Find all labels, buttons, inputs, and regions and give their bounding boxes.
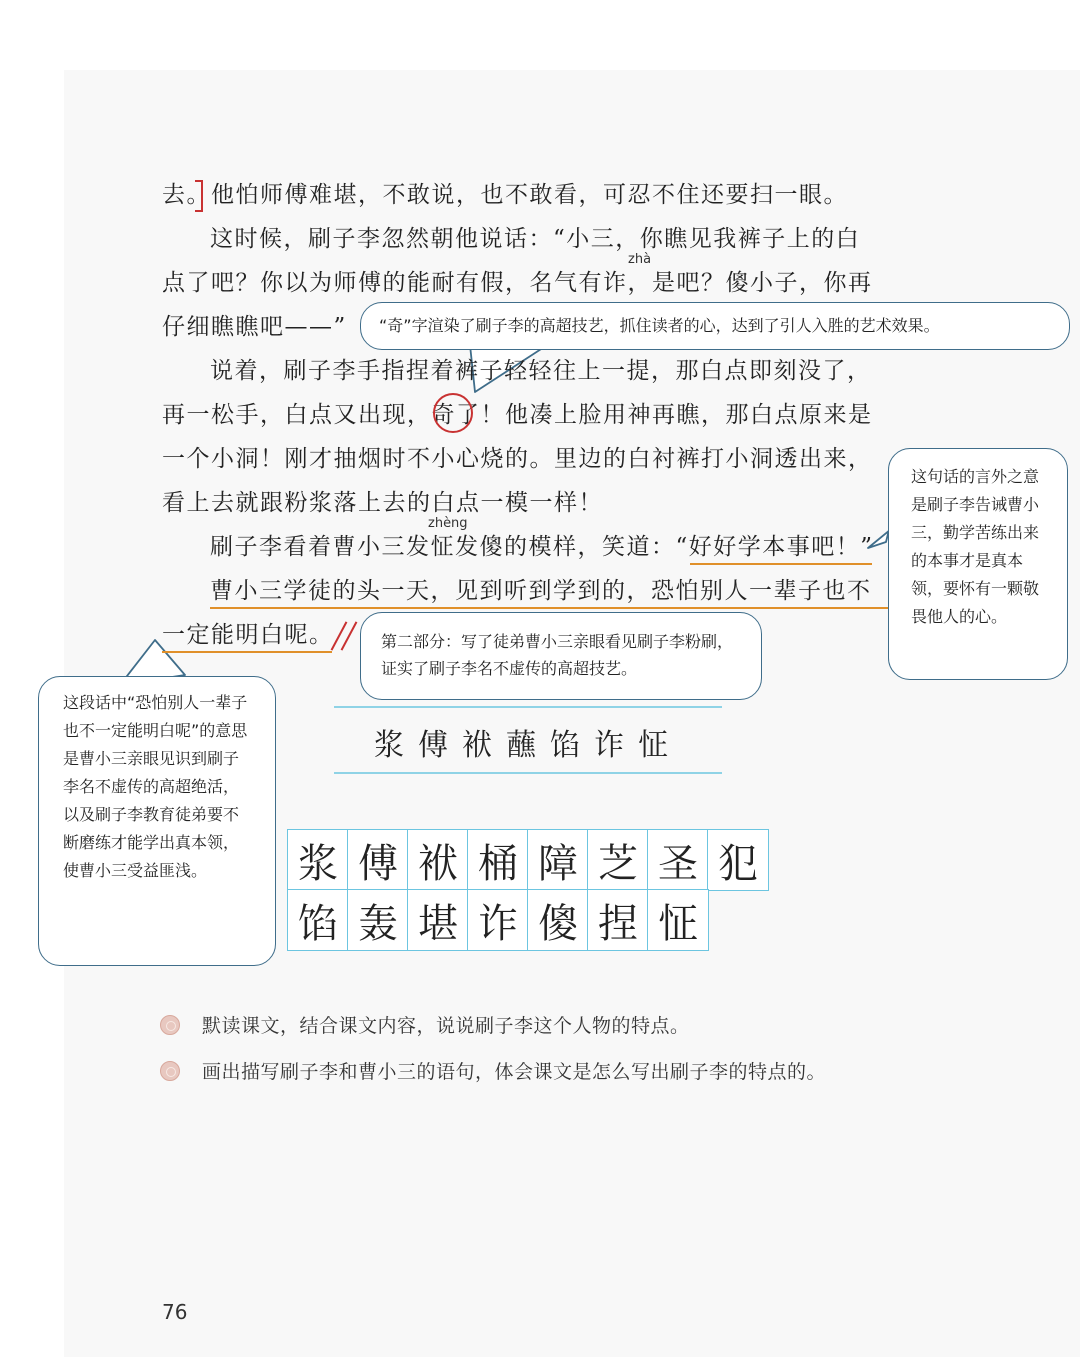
pinyin-zha: zhà	[628, 252, 652, 267]
page-number: 76	[162, 1300, 188, 1324]
grid-char: 桶	[467, 829, 529, 891]
underline-line-11	[162, 651, 332, 653]
char-grid-row-1	[288, 830, 768, 890]
grid-char: 犯	[707, 829, 769, 891]
banner-characters: 浆傅袱蘸馅诈怔	[374, 728, 682, 763]
grid-char: 圣	[647, 829, 709, 891]
grid-char: 浆	[287, 829, 349, 891]
text-line-4: 仔细瞧瞧吧——”	[162, 314, 347, 340]
text-line-10: 曹小三学徒的头一天，见到听到学到的，恐怕别人一辈子也不	[210, 578, 872, 604]
grid-char: 怔	[647, 889, 709, 951]
underline-quote	[690, 563, 872, 565]
text-line-5: 说着，刷子李手指捏着裤子轻轻往上一提，那白点即刻没了，	[210, 358, 872, 384]
grid-char: 轰	[347, 889, 409, 951]
question-1-text: 默读课文，结合课文内容，说说刷子李这个人物的特点。	[202, 1015, 690, 1037]
text-line-2: 这时候，刷子李忽然朝他说话：“小三，你瞧见我裤子上的白	[210, 226, 861, 252]
text-line-7: 一个小洞！刚才抽烟时不小心烧的。里边的白衬裤打小洞透出来，	[162, 446, 873, 472]
note-left: 这段话中“恐怕别人一辈子也不一定能明白呢”的意思是曹小三亲眼见识到刷子李名不虚传的高超绝活，以及刷子李教育徒弟要不断磨练才能学出真本领，使曹小三受益匪浅。	[38, 676, 276, 966]
question-2-text: 画出描写刷子李和曹小三的语句，体会课文是怎么写出刷子李的特点的。	[202, 1061, 827, 1083]
text-line-1: 去。他怕师傅难堪，不敢说，也不敢看，可忍不住还要扫一眼。	[162, 182, 848, 208]
question-bullet-icon	[160, 1015, 180, 1035]
text-line-8: 看上去就跟粉浆落上去的白点一模一样！	[162, 490, 603, 516]
text-line-3: 点了吧？你以为师傅的能耐有假，名气有诈，是吧？傻小子，你再	[162, 270, 873, 296]
grid-char: 傅	[347, 829, 409, 891]
red-bracket-mark	[195, 180, 203, 212]
grid-char: 芝	[587, 829, 649, 891]
grid-char: 傻	[527, 889, 589, 951]
text-line-9: 刷子李看着曹小三发怔发傻的模样，笑道：“好好学本事吧！”	[210, 534, 874, 560]
grid-char: 捏	[587, 889, 649, 951]
grid-char: 诈	[467, 889, 529, 951]
note-qi: “奇”字渲染了刷子李的高超技艺，抓住读者的心，达到了引人入胜的艺术效果。	[360, 302, 1070, 350]
text-line-11: 一定能明白呢。	[162, 622, 334, 648]
new-characters-banner	[334, 706, 722, 774]
grid-char: 障	[527, 829, 589, 891]
question-bullet-icon	[160, 1061, 180, 1081]
note-right: 这句话的言外之意是刷子李告诫曹小三，勤学苦练出来的本事才是真本领，要怀有一颗敬畏他人的心。	[888, 448, 1068, 680]
qi-circle-mark	[433, 393, 473, 433]
grid-char: 馅	[287, 889, 349, 951]
text-line-6: 再一松手，白点又出现，奇了！他凑上脸用神再瞧，那白点原来是	[162, 402, 873, 428]
grid-char: 堪	[407, 889, 469, 951]
char-grid-row-2	[288, 890, 768, 950]
note-middle: 第二部分：写了徒弟曹小三亲眼看见刷子李粉刷，证实了刷子李名不虚传的高超技艺。	[360, 612, 762, 700]
grid-char: 袱	[407, 829, 469, 891]
underline-line-10	[210, 607, 898, 609]
pinyin-zheng: zhèng	[428, 516, 468, 531]
